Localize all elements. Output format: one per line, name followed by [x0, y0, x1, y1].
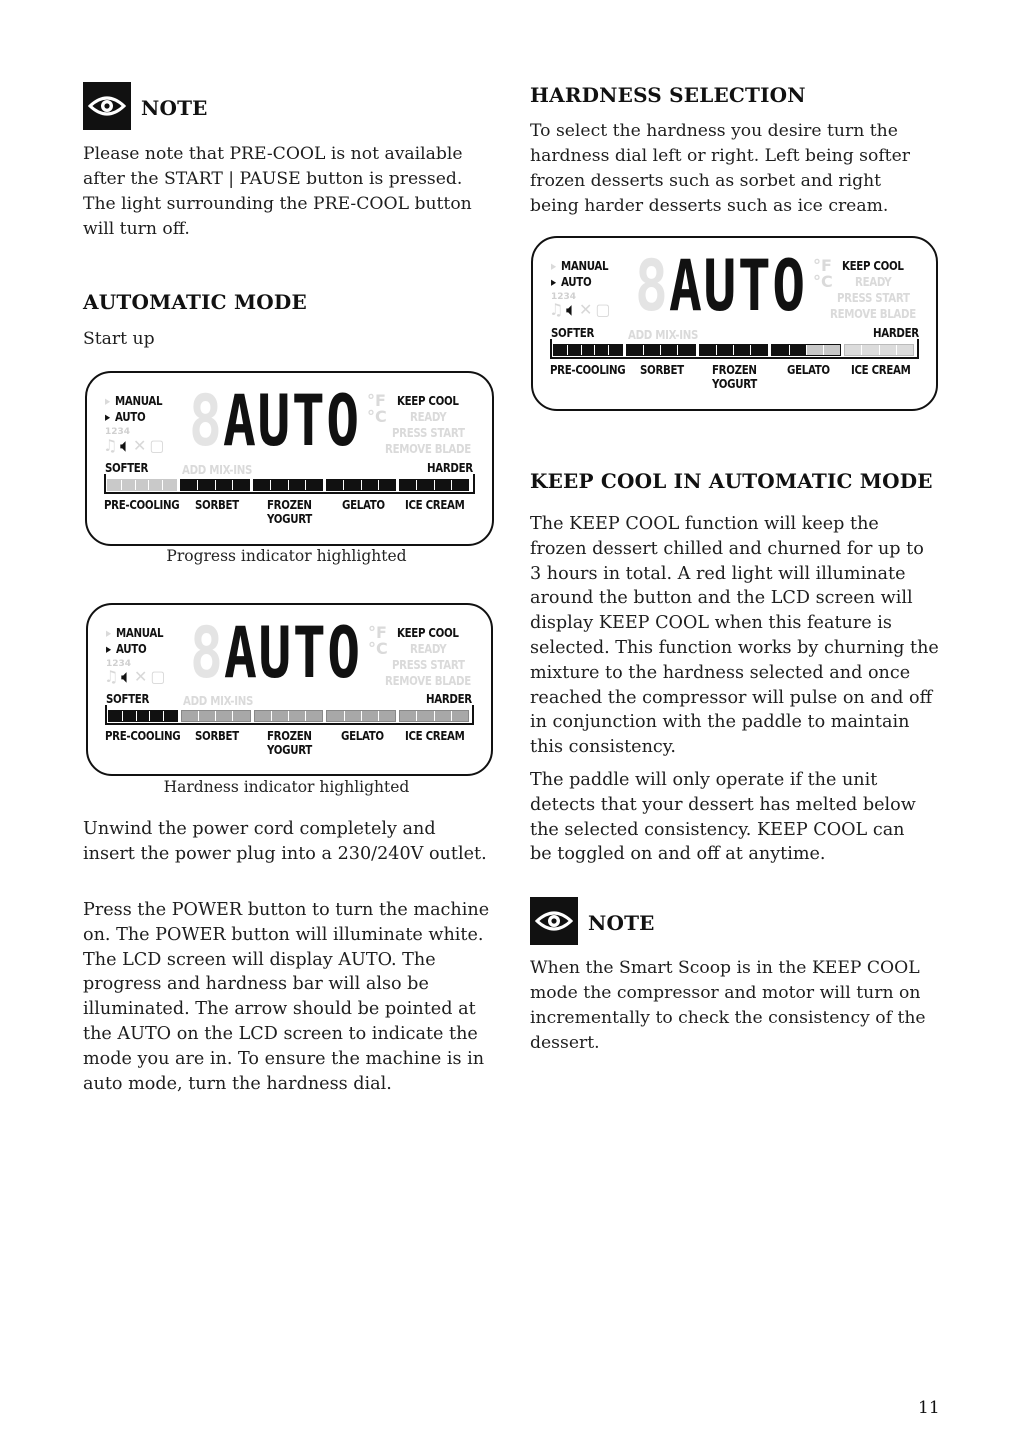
lcd-ready-label: READY: [410, 409, 447, 424]
lcd-add-mix-ins-label: ADD MIX-INS: [628, 327, 699, 342]
power-cord-paragraph: Unwind the power cord completely and insert the power plug into a 230/240V outlet.: [83, 819, 487, 864]
lcd-stage-sorbet: SORBET: [195, 728, 239, 743]
lcd-stage-yogurt: YOGURT: [267, 742, 312, 757]
lcd-caption-progress: Progress indicator highlighted: [166, 547, 407, 565]
eye-icon: [535, 909, 573, 933]
start-up-subheading: Start up: [83, 329, 155, 349]
lcd-display-hardness: ▸ MANUAL ▸ AUTO 1234 ♫ 🔈︎ ✕ ▢ 8 AUTO °F °C KEEP COOL READY PRESS START REMOVE BLADE SOFTER ADD MIX-INS HARDER PRE-COOLING SORBET FROZEN YOGURT GELATO ICE CREAM: [86, 603, 493, 776]
lcd-softer-label: SOFTER: [551, 325, 595, 340]
bar-segment-frozen-yogurt: [254, 710, 324, 722]
mute-icon: ✕: [132, 436, 147, 455]
note-text: When the Smart Scoop is in the KEEP COOL mode the compressor and motor will turn on incrementally to check the consistency of the dessert.: [530, 958, 926, 1053]
lcd-stage-precooling: PRE-COOLING: [104, 497, 180, 512]
music-note-icon: ♫: [104, 667, 119, 686]
keep-cool-paragraph-2: The paddle will only operate if the unit detects that your dessert has melted below the selected consistency. KEEP COOL can be toggled on and off at anytime.: [530, 770, 916, 865]
lcd-unit-f: °F: [368, 623, 387, 642]
lcd-stage-frozen: FROZEN: [712, 362, 757, 377]
lock-icon: ▢: [149, 436, 165, 455]
lock-icon: ▢: [150, 667, 166, 686]
lcd-keep-cool-label: KEEP COOL: [397, 393, 459, 408]
lcd-ready-label: READY: [855, 274, 892, 289]
lcd-keep-cool-label: KEEP COOL: [842, 258, 904, 273]
speaker-icon: 🔈︎: [566, 300, 576, 319]
lcd-softer-label: SOFTER: [105, 460, 149, 475]
lcd-remove-blade-label: REMOVE BLADE: [830, 306, 916, 321]
lcd-stage-gelato: GELATO: [342, 497, 385, 512]
keep-cool-heading: KEEP COOL IN AUTOMATIC MODE: [530, 469, 933, 493]
eye-icon: [88, 94, 126, 118]
lcd-remove-blade-label: REMOVE BLADE: [385, 673, 471, 688]
lcd-keep-cool-label: KEEP COOL: [397, 625, 459, 640]
lcd-remove-blade-label: REMOVE BLADE: [385, 441, 471, 456]
bar-segment-sorbet: [180, 479, 250, 491]
bar-segment-frozen-yogurt: [699, 344, 769, 356]
music-note-icon: ♫: [549, 300, 564, 319]
mute-icon: ✕: [578, 300, 593, 319]
note-eye-icon: [83, 82, 131, 130]
lcd-caption-hardness: Hardness indicator highlighted: [163, 778, 410, 796]
lcd-unit-c: °C: [368, 639, 388, 658]
lcd-press-start-label: PRESS START: [392, 657, 465, 672]
bar-segment-frozen-yogurt: [253, 479, 323, 491]
hardness-selection-heading: HARDNESS SELECTION: [530, 83, 806, 107]
lcd-unit-f: °F: [813, 256, 832, 275]
lcd-stage-frozen: FROZEN: [267, 728, 312, 743]
lcd-manual-label: MANUAL: [561, 258, 609, 273]
lcd-status-icons: [104, 667, 168, 687]
lcd-stage-sorbet: SORBET: [640, 362, 684, 377]
lcd-stage-frozen: FROZEN: [267, 497, 312, 512]
lcd-ghost-digit: 8: [635, 245, 668, 327]
bar-segment-ice-cream: [399, 479, 469, 491]
bar-segment-ice-cream: [844, 344, 914, 356]
lcd-auto-label: AUTO: [115, 409, 146, 424]
bar-segment-sorbet: [181, 710, 251, 722]
lcd-add-mix-ins-label: ADD MIX-INS: [183, 693, 254, 708]
lcd-stage-ice-cream: ICE CREAM: [405, 497, 465, 512]
bar-segment-precooling: [107, 479, 177, 491]
bar-segment-gelato: [326, 710, 396, 722]
lcd-stage-yogurt: YOGURT: [712, 376, 757, 391]
bar-segment-ice-cream: [399, 710, 469, 722]
lcd-harder-label: HARDER: [427, 460, 473, 475]
note-eye-icon: [530, 897, 578, 945]
lcd-small-digits: 1234: [105, 427, 131, 437]
lcd-softer-label: SOFTER: [106, 691, 150, 706]
bar-segment-precooling: [553, 344, 623, 356]
lcd-progress-bar: [107, 479, 473, 491]
lcd-hardness-bar: [553, 344, 917, 356]
bar-segment-precooling: [108, 710, 178, 722]
lcd-main-display: AUTO: [669, 245, 807, 327]
lcd-auto-label: AUTO: [561, 274, 592, 289]
lcd-unit-c: °C: [367, 407, 387, 426]
lcd-press-start-label: PRESS START: [392, 425, 465, 440]
lcd-auto-label: AUTO: [116, 641, 147, 656]
mute-icon: ✕: [133, 667, 148, 686]
bar-segment-gelato: [771, 344, 841, 356]
lcd-stage-gelato: GELATO: [341, 728, 384, 743]
note-text: Please note that PRE-COOL is not available after the START | PAUSE button is pressed. The light surrounding the PRE-COOL button will turn off.: [83, 144, 472, 239]
lcd-hardness-bar: [108, 710, 472, 722]
lcd-unit-c: °C: [813, 272, 833, 291]
lcd-harder-label: HARDER: [873, 325, 919, 340]
lcd-stage-ice-cream: ICE CREAM: [405, 728, 465, 743]
lock-icon: ▢: [595, 300, 611, 319]
lcd-main-display: AUTO: [224, 612, 362, 694]
automatic-mode-heading: AUTOMATIC MODE: [83, 290, 307, 314]
keep-cool-paragraph-1: The KEEP COOL function will keep the frozen dessert chilled and churned for up to 3 hours in total. A red light will illuminate around the button and the LCD screen will display KEEP COOL when this feature is selected. This function works by churning the mixture to the hardness selected and once reached the compressor will pulse on and off in conjunction with the paddle to maintain this consistency.: [530, 514, 939, 758]
lcd-ready-label: READY: [410, 641, 447, 656]
lcd-stage-ice-cream: ICE CREAM: [851, 362, 911, 377]
lcd-stage-sorbet: SORBET: [195, 497, 239, 512]
lcd-small-digits: 1234: [551, 292, 577, 302]
lcd-small-digits: 1234: [106, 659, 132, 669]
lcd-unit-f: °F: [367, 391, 386, 410]
lcd-status-icons: [549, 300, 613, 320]
lcd-stage-gelato: GELATO: [787, 362, 830, 377]
note-title: NOTE: [588, 911, 655, 935]
lcd-add-mix-ins-label: ADD MIX-INS: [182, 462, 253, 477]
lcd-stage-precooling: PRE-COOLING: [550, 362, 626, 377]
page-number: 11: [918, 1398, 940, 1418]
lcd-ghost-digit: 8: [190, 612, 223, 694]
speaker-icon: 🔈︎: [121, 667, 131, 686]
bar-segment-sorbet: [626, 344, 696, 356]
bar-segment-gelato: [326, 479, 396, 491]
lcd-display-progress: ▸ MANUAL ▸ AUTO 1234 ♫ 🔈︎ ✕ ▢ 8 AUTO °F °C KEEP COOL READY PRESS START REMOVE BLADE SOFTER ADD MIX-INS HARDER PRE-COOLING SORBET FROZEN YOGURT GELATO ICE CREAM: [85, 371, 494, 546]
lcd-stage-precooling: PRE-COOLING: [105, 728, 181, 743]
lcd-manual-label: MANUAL: [115, 393, 163, 408]
speaker-icon: 🔈︎: [120, 436, 130, 455]
lcd-manual-label: MANUAL: [116, 625, 164, 640]
note-title: NOTE: [141, 96, 208, 120]
power-button-paragraph: Press the POWER button to turn the machine on. The POWER button will illuminate white. The LCD screen will display AUTO. The progress and hardness bar will also be illuminated. The arrow should be pointed at the AUTO on the LCD screen to indicate the mode you are in. To ensure the machine is in auto mode, turn the hardness dial.: [83, 900, 490, 1094]
music-note-icon: ♫: [103, 436, 118, 455]
hardness-selection-text: To select the hardness you desire turn the hardness dial left or right. Left being softer frozen desserts such as sorbet and right being harder desserts such as ice cream.: [530, 121, 910, 216]
lcd-main-display: AUTO: [223, 380, 361, 462]
lcd-stage-yogurt: YOGURT: [267, 511, 312, 526]
lcd-ghost-digit: 8: [189, 380, 222, 462]
lcd-display-hardness-selection: ▸ MANUAL ▸ AUTO 1234 ♫ 🔈︎ ✕ ▢ 8 AUTO °F °C KEEP COOL READY PRESS START REMOVE BLADE SOFTER ADD MIX-INS HARDER PRE-COOLING SORBET FROZEN YOGURT GELATO ICE CREAM: [531, 236, 938, 411]
lcd-press-start-label: PRESS START: [837, 290, 910, 305]
lcd-status-icons: [103, 436, 167, 456]
lcd-harder-label: HARDER: [426, 691, 472, 706]
